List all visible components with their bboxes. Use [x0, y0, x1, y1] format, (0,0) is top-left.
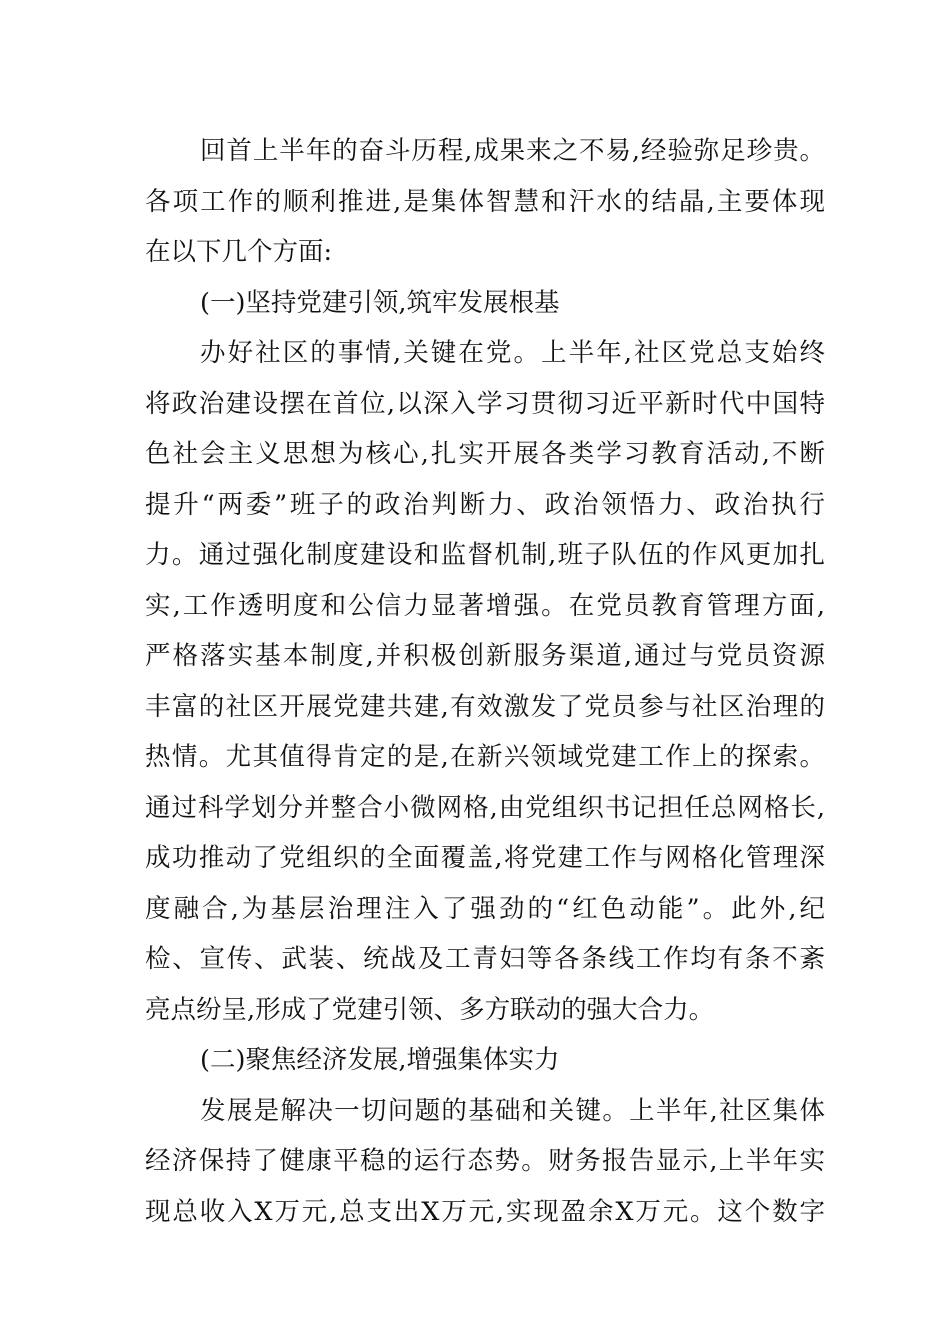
- text-line: 各项工作的顺利推进,是集体智慧和汗水的结晶,主要体现: [145, 186, 825, 217]
- text-line: 经济保持了健康平稳的运行态势。财务报告显示,上半年实: [145, 1146, 825, 1176]
- text-line: 热情。尤其值得肯定的是,在新兴领域党建工作上的探索。: [145, 742, 825, 772]
- text-line: 检、宣传、武装、统战及工青妇等各条线工作均有条不紊: [145, 944, 825, 974]
- text-line: 提升“两委”班子的政治判断力、政治领悟力、政治执行: [145, 489, 825, 520]
- text-line: 实,工作透明度和公信力显著增强。在党员教育管理方面,: [145, 590, 825, 621]
- paragraph-party-building: [145, 328, 825, 1035]
- text-line: 在以下几个方面:: [145, 237, 333, 267]
- text-line: 回首上半年的奋斗历程,成果来之不易,经验弥足珍贵。: [200, 136, 825, 166]
- text-line: 力。通过强化制度建设和监督机制,班子队伍的作风更加扎: [145, 540, 825, 570]
- section-heading-2: (二)聚焦经济发展,增强集体实力: [200, 1045, 560, 1075]
- text-line: 色社会主义思想为核心,扎实开展各类学习教育活动,不断: [145, 439, 825, 469]
- text-line: 现总收入X万元,总支出X万元,实现盈余X万元。这个数字: [145, 1196, 825, 1227]
- section-heading-1: (一)坚持党建引领,筑牢发展根基: [200, 287, 560, 318]
- text-line: 通过科学划分并整合小微网格,由党组织书记担任总网格长,: [145, 792, 825, 823]
- paragraph-economy: [145, 1086, 825, 1238]
- paragraph-intro: [145, 126, 825, 278]
- text-line: 发展是解决一切问题的基础和关键。上半年,社区集体: [200, 1095, 825, 1126]
- text-line: 将政治建设摆在首位,以深入学习贯彻习近平新时代中国特: [145, 388, 825, 419]
- text-line: 丰富的社区开展党建共建,有效激发了党员参与社区治理的: [145, 691, 825, 722]
- text-line: 度融合,为基层治理注入了强劲的“红色动能”。此外,纪: [145, 893, 825, 924]
- text-line: 亮点纷呈,形成了党建引领、多方联动的强大合力。: [145, 994, 715, 1025]
- text-line: 办好社区的事情,关键在党。上半年,社区党总支始终: [200, 338, 825, 368]
- text-line: 严格落实基本制度,并积极创新服务渠道,通过与党员资源: [145, 641, 825, 671]
- document-body: [145, 126, 825, 1237]
- text-line: 成功推动了党组织的全面覆盖,将党建工作与网格化管理深: [145, 843, 825, 873]
